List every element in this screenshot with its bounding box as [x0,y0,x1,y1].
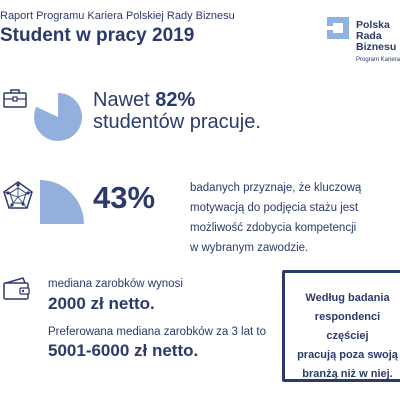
median-earnings-label: mediana zarobków wynosi [48,278,183,290]
logo-line-3: Biznesu [356,41,397,53]
logo-subtitle: Program Kariera [356,57,400,63]
page-title: Student w pracy 2019 [0,25,195,46]
pie-slice-working [34,93,82,141]
stat-working-prefix: Nawet [93,89,156,111]
briefcase-icon [3,88,27,108]
sector-chart-43 [38,178,86,226]
logo-line-1: Polska [356,19,390,31]
stat-internship-line: możliwość zdobycia kompetencji [190,222,357,234]
stat-working-line-1 [93,89,261,111]
stat-internship-line: motywacją do podjęcia stażu jest [190,202,359,214]
callout-line: Według badania [305,292,390,304]
report-subtitle: Raport Programu Kariera Polskiej Rady Biznesu [0,10,235,22]
stat-internship-line: w wybranym zawodzie. [190,242,309,254]
stat-internship-percent: 43% [93,180,156,215]
callout-text [295,289,400,384]
callout-line: branżą niż w niej. [302,368,393,380]
stat-internship-line: badanych przyznaje, że kluczową [190,182,362,194]
logo-icon [327,17,349,39]
wallet-icon [3,277,31,301]
callout-line: pracują poza swoją [297,349,398,361]
pie-chart-82 [33,92,83,142]
stat-internship-text [190,178,361,258]
preferred-earnings-label: Preferowana mediana zarobków za 3 lat to [48,326,266,338]
median-earnings-value: 2000 zł netto. [48,294,155,313]
stat-working-suffix: studentów pracuje. [93,111,261,133]
callout-line: respondenci częściej [314,311,381,342]
stat-working-percent: 82% [155,89,196,111]
logo-line-2: Rada [356,30,382,42]
stat-working-text [93,89,261,133]
logo-text [356,20,396,53]
sector-shape [40,180,84,224]
radar-chart-icon [2,180,34,210]
preferred-earnings-value: 5001-6000 zł netto. [48,341,199,360]
